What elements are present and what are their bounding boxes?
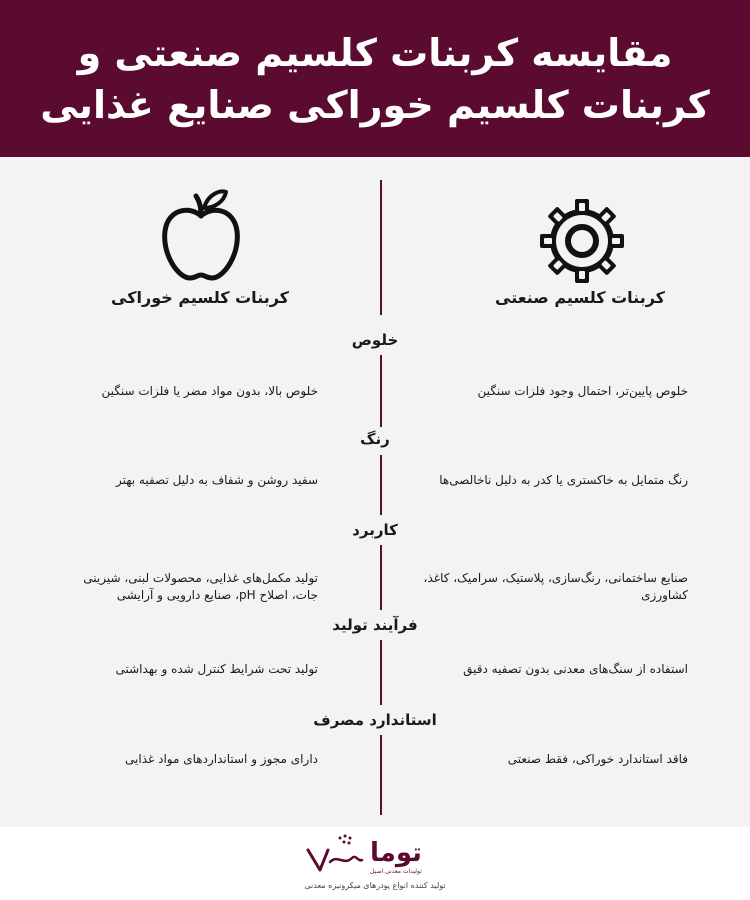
industrial-application: صنایع ساختمانی، رنگ‌سازی، پلاستیک، سرامیک، کاغذ، کشاورزی [423,571,688,602]
page-title-line-1: مقایسه کربنات کلسیم صنعتی و [77,30,673,75]
gear-icon [537,196,627,286]
page-title-line-2: کربنات کلسیم خوراکی صنایع غذایی [40,82,710,127]
industrial-consumption-standard: فاقد استاندارد خوراکی، فقط صنعتی [507,752,688,766]
industrial-column-title: کربنات کلسیم صنعتی [495,288,665,307]
category-purity: خلوص [351,331,399,349]
logo-text: توما [370,838,422,868]
food-production-process: تولید تحت شرایط کنترل شده و بهداشتی [115,662,318,676]
food-application: تولید مکمل‌های غذایی، محصولات لبنی، شیرینی جات، اصلاح pH، صنایع دارویی و آرایشی [83,571,318,602]
category-color: رنگ [360,430,390,448]
toma-logo [300,832,450,878]
logo-subtext: تولیدات معدنی اصیل [370,868,422,875]
industrial-production-process: استفاده از سنگ‌های معدنی بدون تصفیه دقیق [463,662,688,676]
header-banner [0,0,750,157]
industrial-purity: خلوص پایین‌تر، احتمال وجود فلزات سنگین [477,384,688,398]
apple-icon [156,186,246,284]
center-divider [380,735,382,815]
category-consumption-standard: استاندارد مصرف [313,711,437,729]
center-divider [380,355,382,427]
food-purity: خلوص بالا، بدون مواد مضر یا فلزات سنگین [101,384,318,398]
food-column-title: کربنات کلسیم خوراکی [111,288,289,307]
center-divider [380,180,382,315]
center-divider [380,545,382,610]
industrial-color: رنگ متمایل به خاکستری یا کدر به دلیل ناخالصی‌ها [439,473,688,487]
food-color: سفید روشن و شفاف به دلیل تصفیه بهتر [115,473,318,487]
center-divider [380,640,382,705]
category-application: کاربرد [352,521,398,539]
center-divider [380,455,382,515]
footer-tagline: تولید کننده انواع پودرهای میکرونیزه معدنی [304,881,446,890]
food-consumption-standard: دارای مجوز و استانداردهای مواد غذایی [125,752,318,766]
category-production-process: فرآیند تولید [332,616,418,634]
